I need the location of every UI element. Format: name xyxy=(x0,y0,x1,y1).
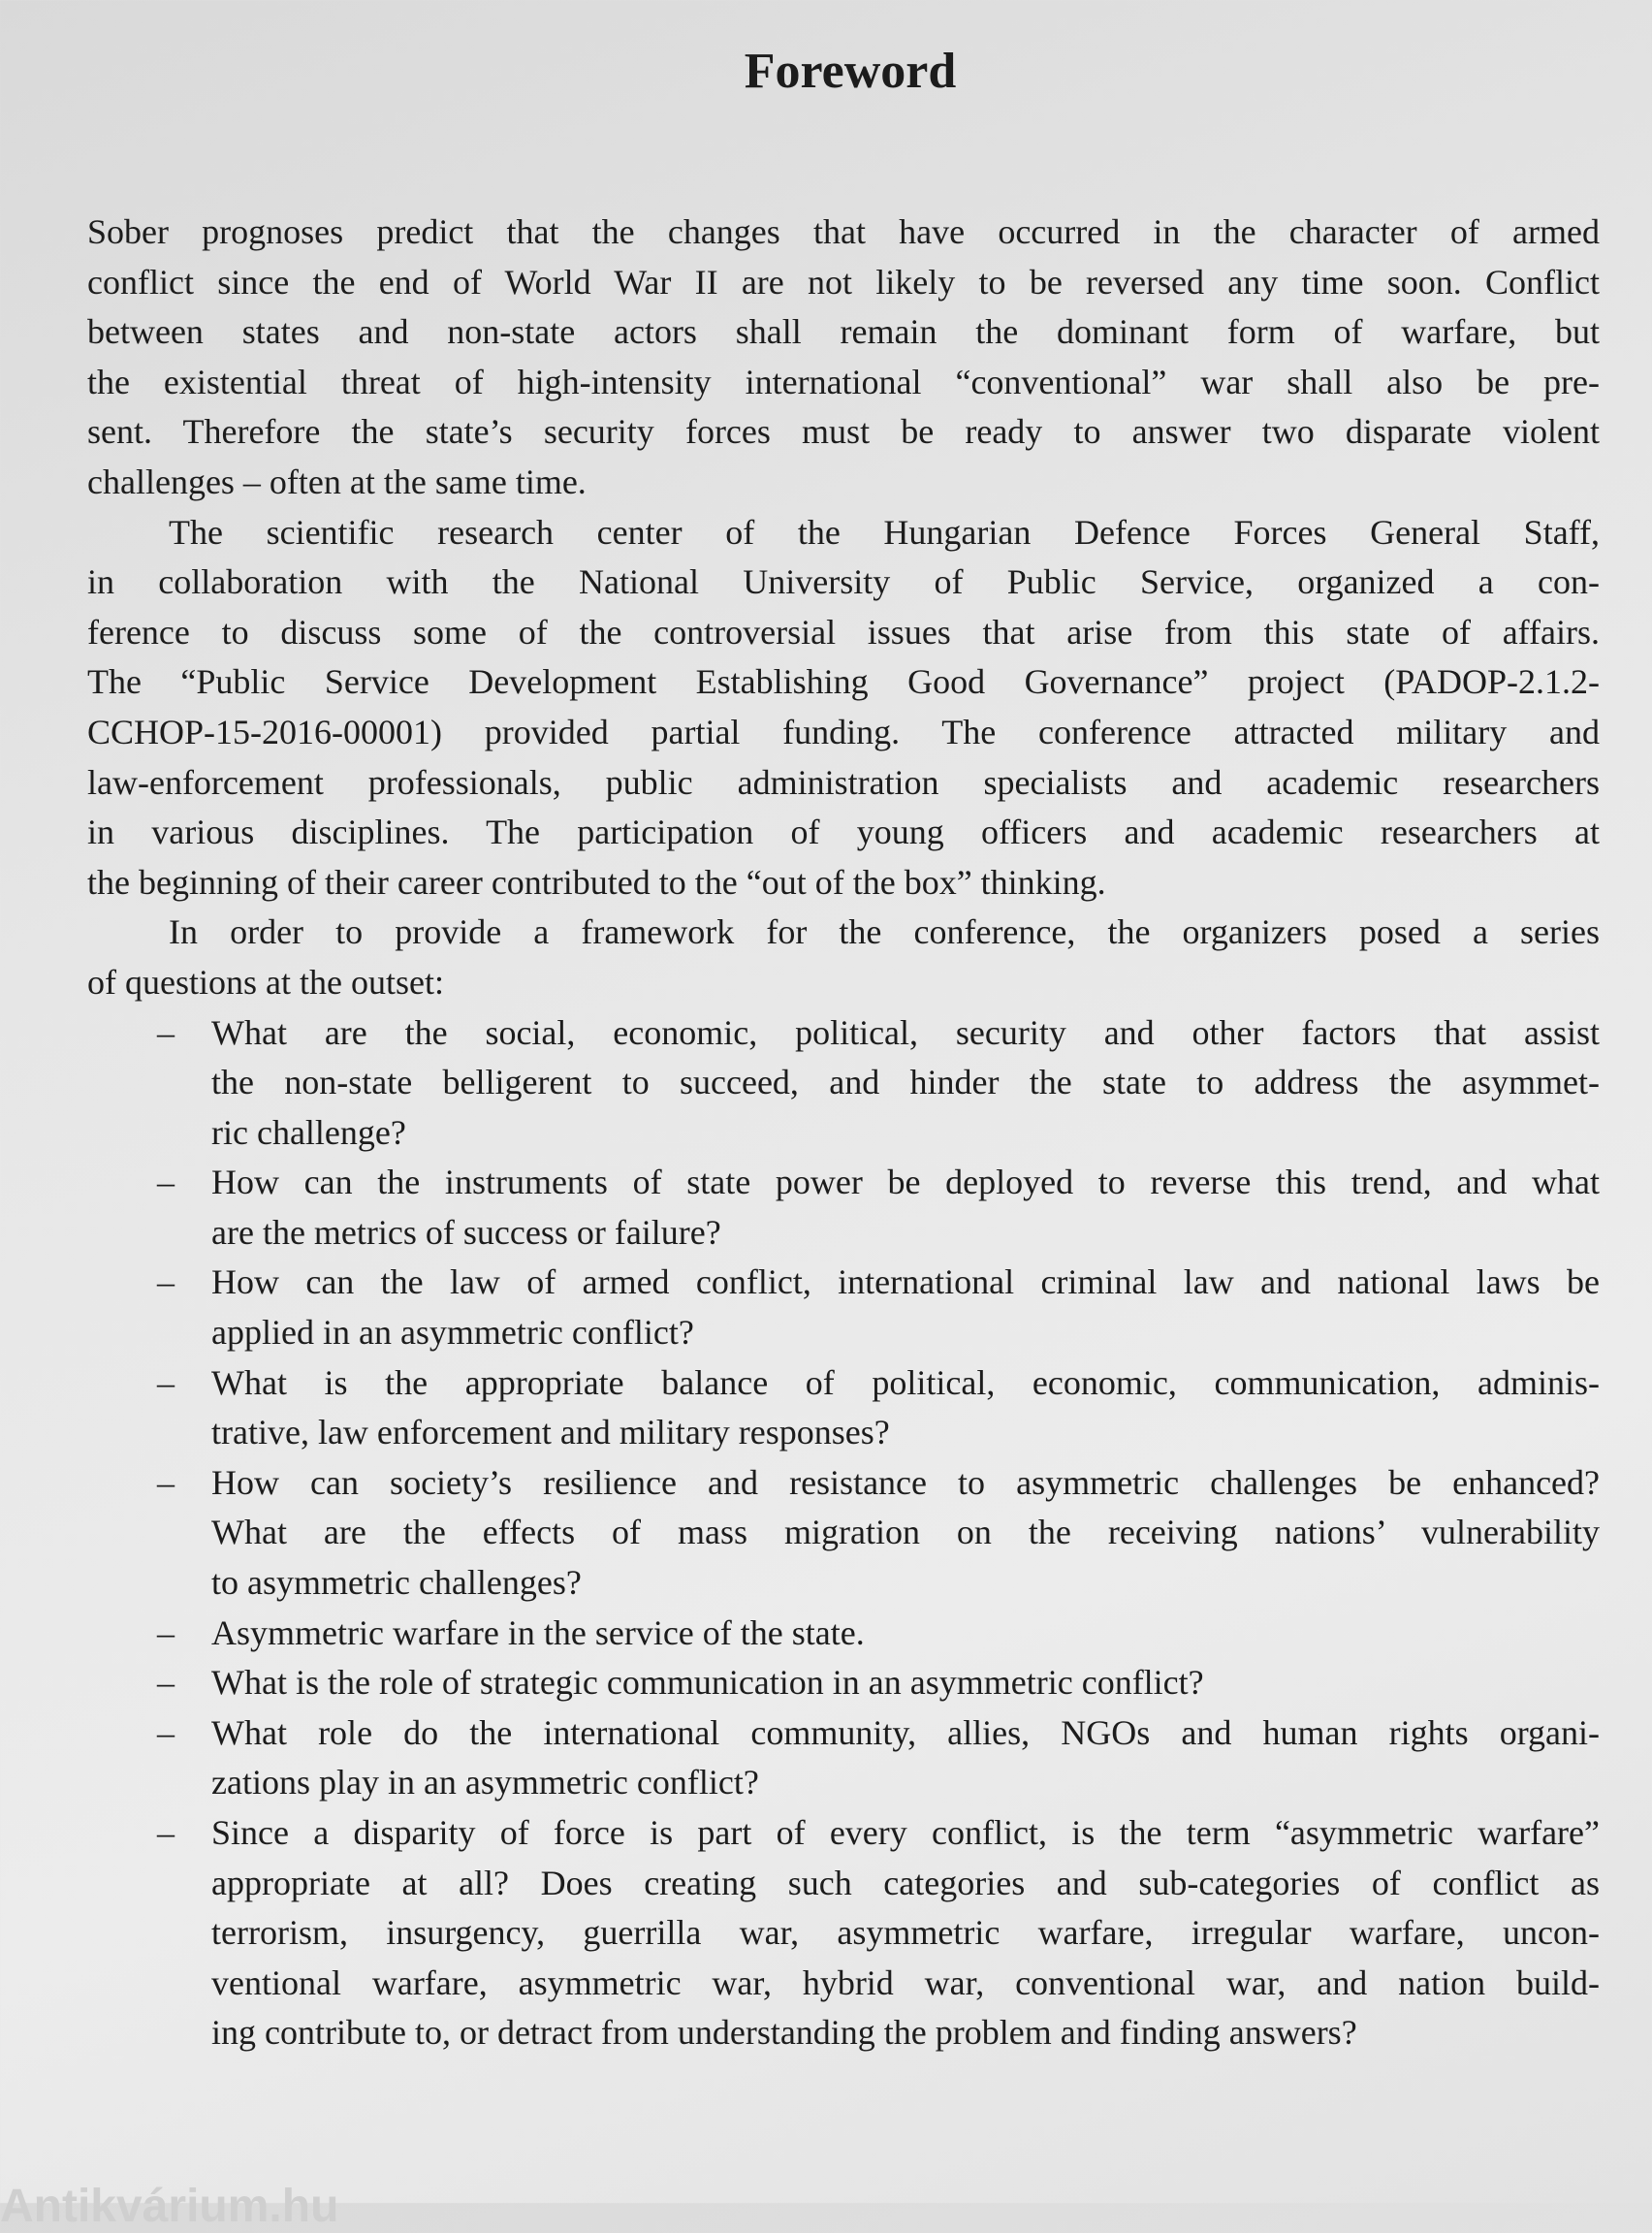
text-line: law-enforcement professionals, public administration specialists and academic researchers xyxy=(87,762,1600,802)
question-list-item xyxy=(87,1658,1600,1708)
page-title: Foreword xyxy=(744,44,957,99)
text-line: What role do the international community, allies, NGOs and human rights organi- xyxy=(211,1712,1600,1752)
bullet-dash: – xyxy=(157,1362,175,1402)
question-list-item xyxy=(87,1808,1600,2058)
foreword-body xyxy=(87,207,1600,2058)
text-line: What is the role of strategic communication in an asymmetric conflict? xyxy=(211,1663,1204,1703)
text-line: ventional warfare, asymmetric war, hybrid war, conventional war, and nation build- xyxy=(211,1962,1600,2002)
text-line: ing contribute to, or detract from understanding the problem and finding answers? xyxy=(211,2013,1357,2053)
bullet-dash: – xyxy=(157,1262,175,1302)
question-list-item xyxy=(87,1708,1600,1808)
text-line: The “Public Service Development Establishing Good Governance” project (PADOP-2.1.2- xyxy=(87,662,1600,702)
question-list-item xyxy=(87,1258,1600,1357)
text-line: What are the effects of mass migration on the receiving nations’ vulnerability xyxy=(211,1513,1600,1552)
question-list-item xyxy=(87,1609,1600,1659)
question-list-item xyxy=(87,1158,1600,1258)
text-line: Asymmetric warfare in the service of the state. xyxy=(211,1612,865,1652)
text-line: applied in an asymmetric conflict? xyxy=(211,1313,694,1353)
text-line: the non-state belligerent to succeed, and hinder the state to address the asymmet- xyxy=(211,1063,1600,1102)
text-line: zations play in an asymmetric conflict? xyxy=(211,1763,759,1802)
text-line: appropriate at all? Does creating such categories and sub-categories of conflict as xyxy=(211,1863,1600,1902)
question-list-item xyxy=(87,1358,1600,1458)
text-line: are the metrics of success or failure? xyxy=(211,1212,721,1252)
text-line: ric challenge? xyxy=(211,1112,406,1152)
question-list-item xyxy=(87,1008,1600,1159)
text-line: Sober prognoses predict that the changes that have occurred in the character of armed xyxy=(87,212,1600,251)
bullet-dash: – xyxy=(157,1163,175,1202)
text-line: CCHOP-15-2016-00001) provided partial funding. The conference attracted military and xyxy=(87,712,1600,751)
text-line: Since a disparity of force is part of every conflict, is the term “asymmetric warfare” xyxy=(211,1813,1600,1852)
text-line: How can the law of armed conflict, international criminal law and national laws be xyxy=(211,1262,1600,1302)
text-line: in various disciplines. The participation of young officers and academic researchers at xyxy=(87,813,1600,852)
bullet-dash: – xyxy=(157,1012,175,1052)
watermark: Antikvárium.hu xyxy=(0,2181,339,2232)
text-line: In order to provide a framework for the conference, the organizers posed a series xyxy=(169,912,1600,952)
question-list-item xyxy=(87,1458,1600,1609)
text-line: sent. Therefore the state’s security forces must be ready to answer two disparate violent xyxy=(87,412,1600,452)
text-line: How can the instruments of state power be deployed to reverse this trend, and what xyxy=(211,1163,1600,1202)
bullet-dash: – xyxy=(157,1663,175,1703)
bullet-dash: – xyxy=(157,1813,175,1852)
paragraph xyxy=(87,908,1600,1007)
text-line: conflict since the end of World War II are not likely to be reversed any time soon. Conflict xyxy=(87,262,1600,302)
text-line: trative, law enforcement and military responses? xyxy=(211,1413,890,1452)
text-line: ference to discuss some of the controversial issues that arise from this state of affairs. xyxy=(87,612,1600,652)
bullet-dash: – xyxy=(157,1612,175,1652)
text-line: The scientific research center of the Hungarian Defence Forces General Staff, xyxy=(169,512,1600,552)
text-line: challenges – often at the same time. xyxy=(87,462,587,501)
text-line: What is the appropriate balance of political, economic, communication, adminis- xyxy=(211,1362,1600,1402)
text-line: How can society’s resilience and resistance to asymmetric challenges be enhanced? xyxy=(211,1462,1600,1502)
text-line: the beginning of their career contributed to the “out of the box” thinking. xyxy=(87,862,1106,902)
paragraph xyxy=(87,207,1600,508)
paragraph xyxy=(87,508,1600,909)
bullet-dash: – xyxy=(157,1462,175,1502)
text-line: of questions at the outset: xyxy=(87,962,444,1002)
text-line: What are the social, economic, political, security and other factors that assist xyxy=(211,1012,1600,1052)
text-line: in collaboration with the National University of Public Service, organized a con- xyxy=(87,562,1600,602)
text-line: between states and non-state actors shall remain the dominant form of warfare, but xyxy=(87,312,1600,352)
text-line: the existential threat of high-intensity international “conventional” war shall also be pre- xyxy=(87,362,1600,401)
bullet-dash: – xyxy=(157,1712,175,1752)
text-line: to asymmetric challenges? xyxy=(211,1563,582,1603)
text-line: terrorism, insurgency, guerrilla war, asymmetric warfare, irregular warfare, uncon- xyxy=(211,1913,1600,1953)
